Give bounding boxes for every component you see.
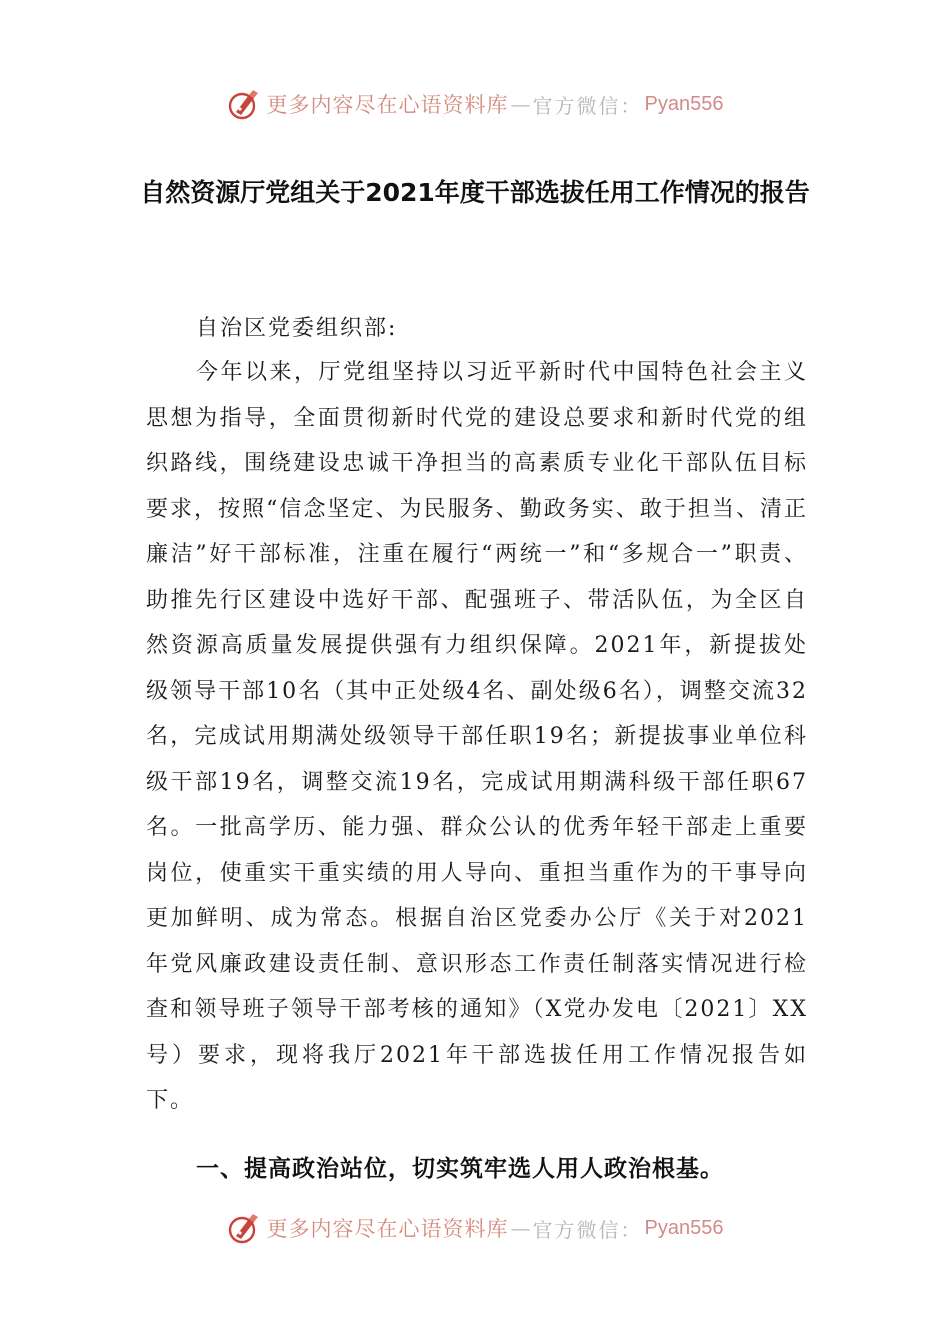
section-heading-1: 一、提高政治站位，切实筑牢选人用人政治根基。	[196, 1156, 724, 1182]
watermark-separator: —	[510, 92, 531, 116]
watermark-brand: 更多内容尽在心语资料库	[266, 93, 509, 117]
pen-nib-circle-icon	[227, 87, 261, 121]
watermark-wechat-id: Pyan556	[644, 1216, 724, 1239]
watermark-banner-top	[0, 84, 950, 124]
paragraph-1: 今年以来，厅党组坚持以习近平新时代中国特色社会主义思想为指导，全面贯彻新时代党的建设总要求和新时代党的组织路线，围绕建设忠诚干净担当的高素质专业化干部队伍目标要求，按照“信念坚定、为民服务、勤政务实、敢于担当、清正廉洁”好干部标准，注重在履行“两统一”和“多规合一”职责、助推先行区建设中选好干部、配强班子、带活队伍，为全区自然资源高质量发展提供强有力组织保障。2021年，新提拔处级领导干部10名（其中正处级4名、副处级6名），调整交流32名，完成试用期满处级领导干部任职19名；新提拔事业单位科级干部19名，调整交流19名，完成试用期满科级干部任职67名。一批高学历、能力强、群众公认的优秀年轻干部走上重要岗位，使重实干重实绩的用人导向、重担当重作为的干事导向更加鲜明、成为常态。根据自治区党委办公厅《关于对2021年党风廉政建设责任制、意识形态工作责任制落实情况进行检查和领导班子领导干部考核的通知》（X党办发电〔2021〕XX号）要求，现将我厅2021年干部选拔任用工作情况报告如下。	[146, 360, 808, 1113]
watermark-official-label: 官方微信：	[532, 1217, 643, 1242]
watermark-banner-bottom	[0, 1208, 950, 1248]
watermark-separator: —	[510, 1216, 531, 1240]
document-title: 自然资源厅党组关于2021年度干部选拔任用工作情况的报告	[140, 178, 810, 207]
watermark-wechat-id: Pyan556	[644, 92, 724, 115]
body-paragraph	[146, 350, 808, 1124]
watermark-official-label: 官方微信：	[532, 93, 643, 118]
salutation: 自治区党委组织部:	[196, 316, 398, 341]
watermark-brand: 更多内容尽在心语资料库	[266, 1217, 509, 1241]
pen-nib-circle-icon	[227, 1211, 261, 1245]
